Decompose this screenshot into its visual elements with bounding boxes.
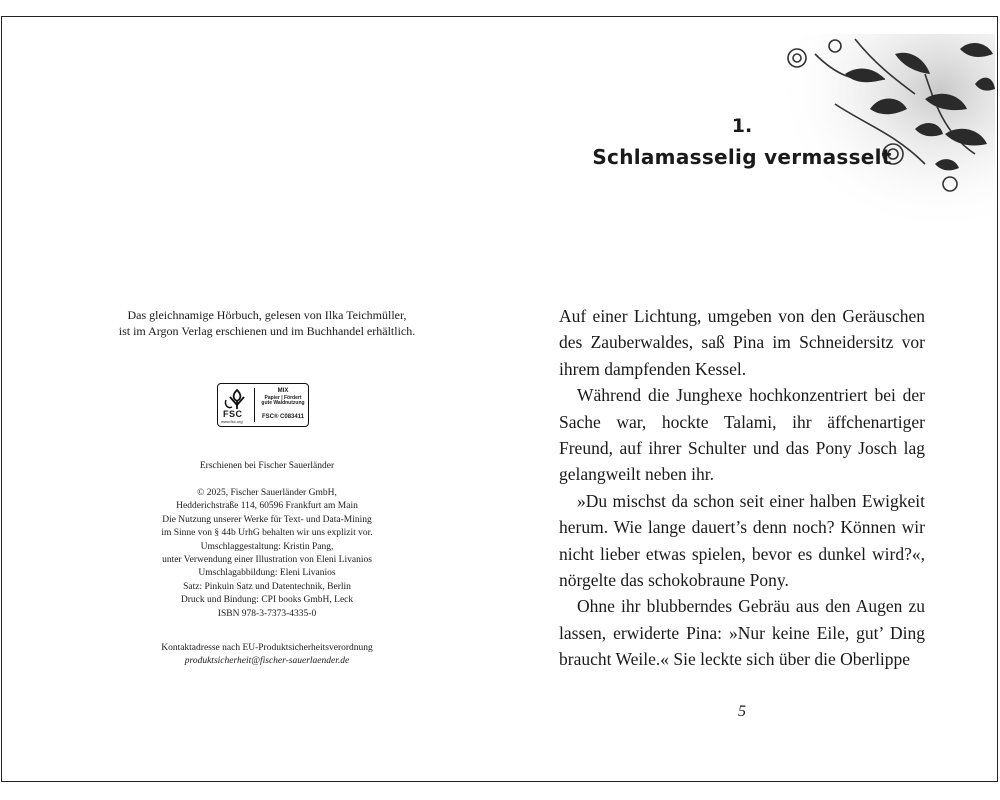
imprint-block: [102, 487, 432, 621]
imprint-line: ISBN 978-3-7373-4335-0: [217, 608, 317, 619]
imprint-line: © 2025, Fischer Sauerländer GmbH,: [197, 488, 337, 498]
paragraph: Ohne ihr blubberndes Gebräu aus den Augen zu lassen, erwiderte Pina: »Nur keine Eile, gut’ Ding braucht Weile.« Sie leckte sich über die Oberlippe: [559, 596, 925, 670]
fsc-label: [217, 383, 309, 427]
fsc-mix-sub-line: gute Waldnutzung: [261, 400, 305, 406]
paragraph: Auf einer Lichtung, umgeben von den Geräuschen des Zauberwaldes, saß Pina im Schneidersitz vor ihrem dampfenden Kessel.: [559, 306, 925, 379]
fsc-url: www.fsc.org: [221, 419, 243, 424]
audiobook-note: [102, 307, 432, 339]
imprint-line: Umschlagabbildung: Eleni Livanios: [198, 568, 336, 579]
imprint-line: Die Nutzung unserer Werke für Text- und Data-Mining: [162, 514, 372, 525]
paragraph: Während die Junghexe hochkonzentriert bei der Sache war, hockte Talami, ihr äffchenartiger Freund, auf ihrer Schulter und das Pony Josch lag gelangweilt neben ihr.: [559, 385, 925, 485]
audiobook-note-line: ist im Argon Verlag erschienen und im Buchhandel erhältlich.: [118, 324, 416, 338]
body-text: [559, 303, 925, 673]
imprint-line: Hedderichstraße 114, 60596 Frankfurt am Main: [176, 501, 358, 512]
imprint-line: im Sinne von § 44b UrhG behalten wir uns explizit vor.: [161, 528, 373, 539]
chapter-number: 1.: [731, 115, 753, 137]
fsc-code: FSC® C083411: [261, 414, 305, 420]
page-number: 5: [738, 703, 746, 720]
fsc-mix-sub: [258, 396, 308, 406]
imprint-line: unter Verwendung einer Illustration von Eleni Livanios: [162, 555, 372, 566]
contact-email: produktsicherheit@fischer-sauerlaender.de: [184, 656, 350, 667]
fsc-brand: FSC: [223, 409, 243, 419]
imprint-line: Satz: Pinkuin Satz und Datentechnik, Berlin: [183, 581, 351, 592]
imprint-line: Umschlaggestaltung: Kristin Pang,: [200, 541, 334, 552]
fsc-divider: [254, 388, 255, 422]
contact-label: Kontaktadresse nach EU-Produktsicherheitsverordnung: [161, 643, 373, 653]
book-spread: [1, 16, 998, 782]
audiobook-note-line: Das gleichnamige Hörbuch, gelesen von Ilka Teichmüller,: [127, 308, 407, 322]
imprint-line: Druck und Bindung: CPI books GmbH, Leck: [180, 595, 354, 606]
fsc-mix-sub-line: Papier | Fördert: [264, 395, 302, 401]
chapter-title: Schlamasselig vermasselt: [592, 145, 892, 169]
publisher-line: Erschienen bei Fischer Sauerländer: [199, 461, 335, 471]
fsc-mix: MIX: [277, 388, 289, 394]
contact-block: [102, 642, 432, 669]
paragraph: »Du mischst da schon seit einer halben Ewigkeit herum. Wie lange dauert’s denn noch? Können wir nicht lieber etwas spielen, bevor es dunkel wird?«, nörgelte das schokobraune Pony.: [559, 490, 925, 591]
